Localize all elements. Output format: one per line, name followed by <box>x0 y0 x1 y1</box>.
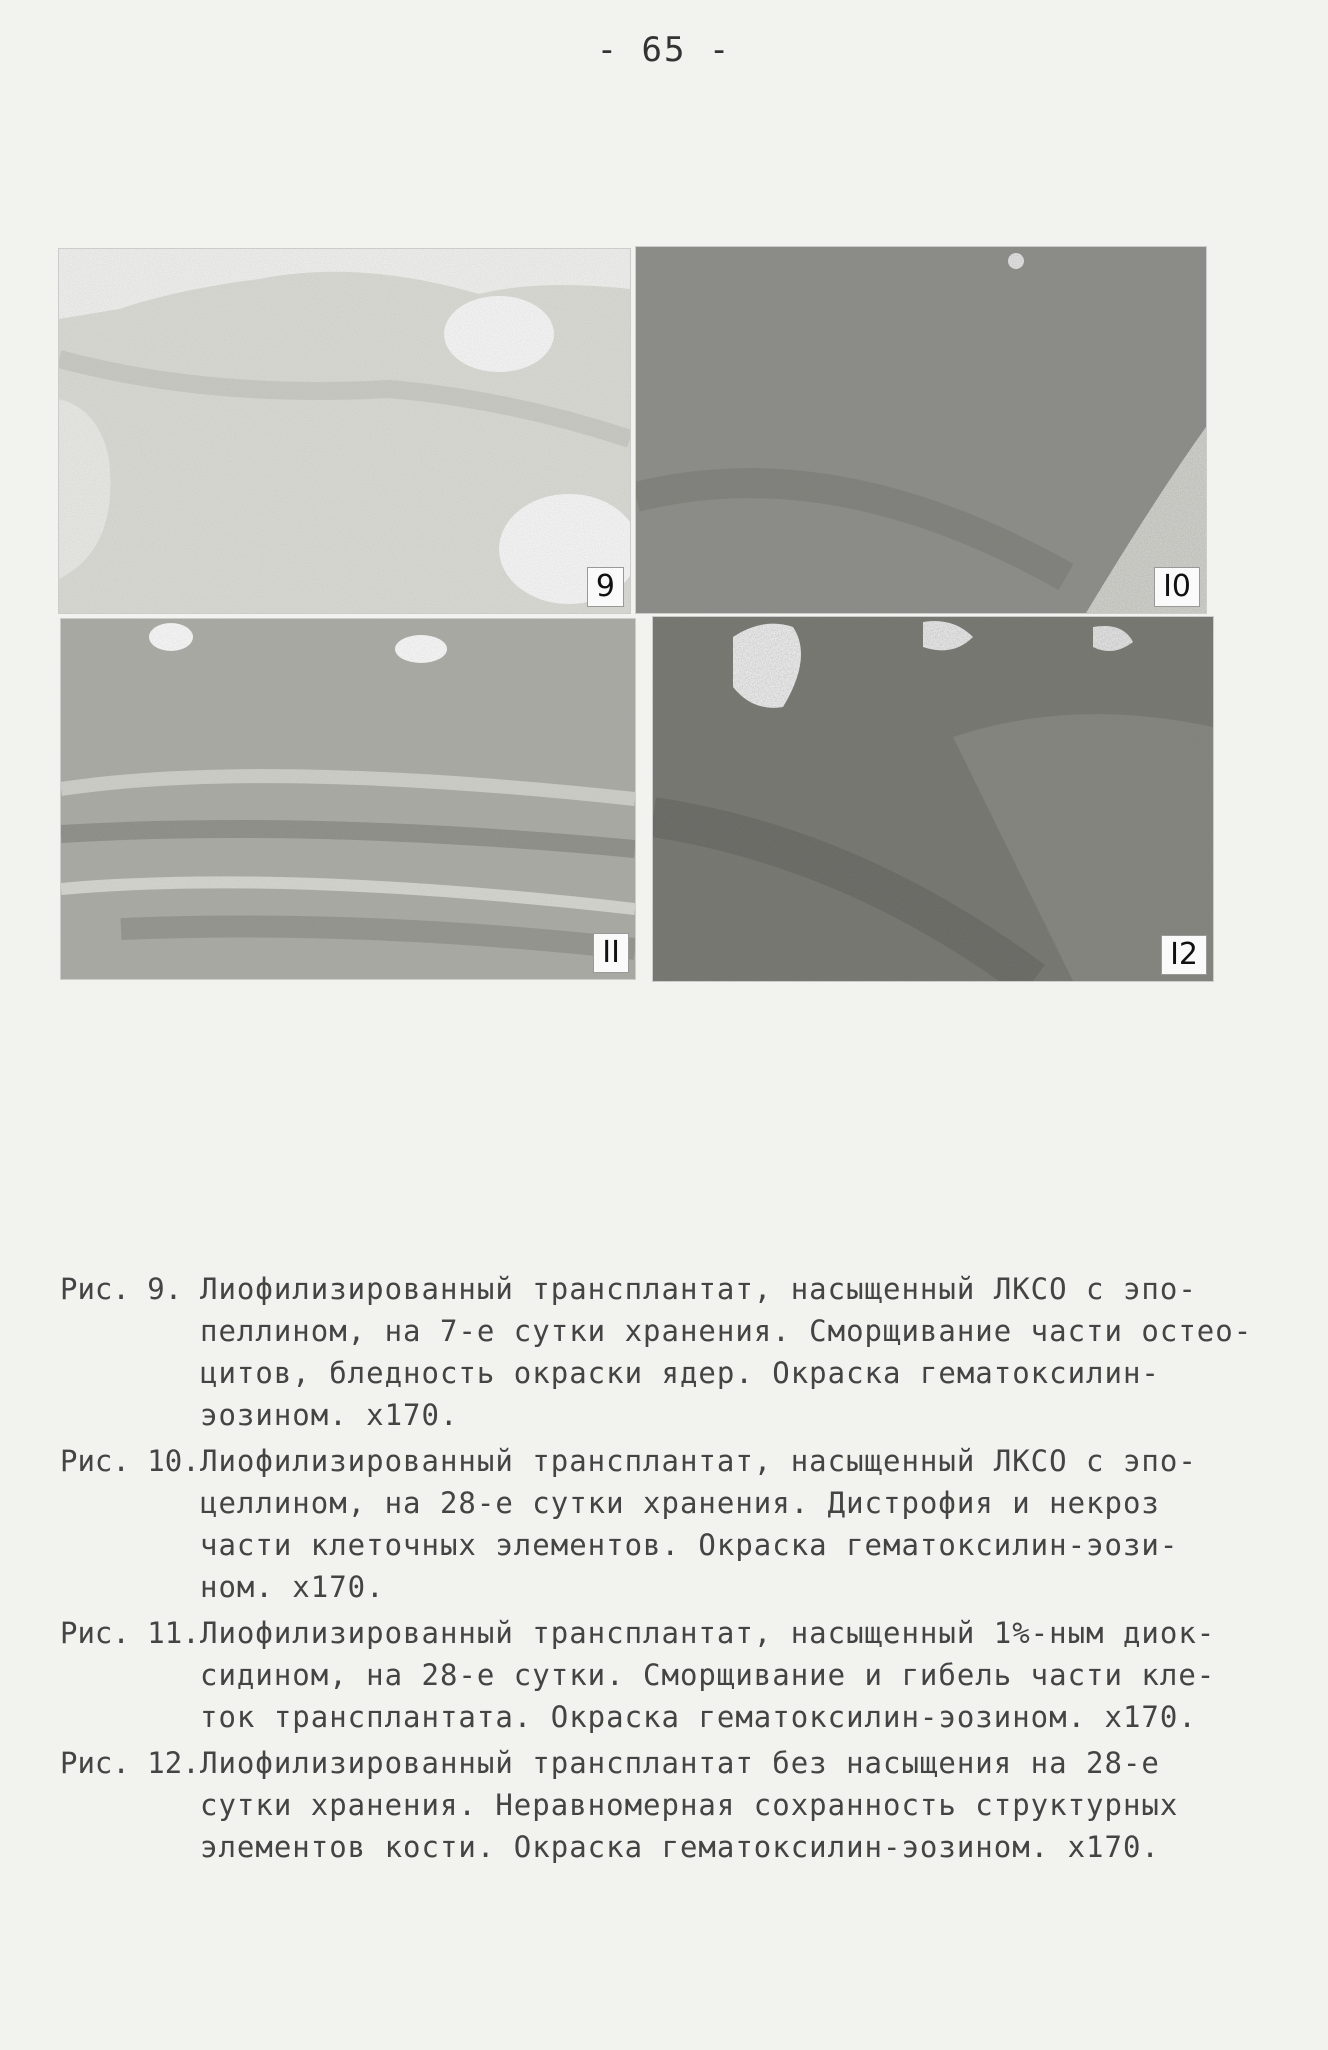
caption-fig-10 <box>60 1440 1280 1608</box>
micrograph-image-10 <box>636 247 1206 613</box>
caption-fig-12 <box>60 1742 1280 1868</box>
micrograph-plate-10 <box>635 246 1207 614</box>
plate-label-12: I2 <box>1161 935 1207 975</box>
caption-text: Лиофилизированный трансплантат, насыщенный 1%-ным диок- сидином, на 28-е сутки. Сморщивание и гибель части кле- ток трансплантата. Окраска гематоксилин-эозином. х170. <box>200 1616 1216 1734</box>
caption-fig-9 <box>60 1268 1280 1436</box>
caption-label: Рис. 11. <box>60 1616 200 1650</box>
plate-label-11: II <box>593 933 629 973</box>
micrograph-plate-9 <box>58 248 631 614</box>
micrograph-image-12 <box>653 617 1213 981</box>
plate-label-9: 9 <box>587 567 624 607</box>
caption-fig-11 <box>60 1612 1280 1738</box>
page-number: - 65 - <box>596 30 732 70</box>
caption-text: Лиофилизированный трансплантат без насыщения на 28-е сутки хранения. Неравномерная сохранность структурных элементов кости. Окраска гематоксилин-эозином. х170. <box>200 1746 1179 1864</box>
caption-label: Рис. 9. <box>60 1272 183 1306</box>
micrograph-image-9 <box>59 249 630 613</box>
caption-label: Рис. 12. <box>60 1746 200 1780</box>
micrograph-image-11 <box>61 619 635 979</box>
plate-label-10: I0 <box>1154 567 1200 607</box>
caption-text: Лиофилизированный трансплантат, насыщенный ЛКСО с эпо- целлином, на 28-е сутки хранения. Дистрофия и некроз части клеточных элементов. Окраска гематоксилин-эози- ном. х170. <box>200 1444 1197 1604</box>
micrograph-plate-12 <box>652 616 1214 982</box>
figure-captions <box>60 1268 1280 1872</box>
caption-text: Лиофилизированный трансплантат, насыщенный ЛКСО с эпо- пеллином, на 7-е сутки хранения. Сморщивание части остео- цитов, бледность окраски ядер. Окраска гематоксилин- эозином. х170. <box>200 1272 1253 1432</box>
caption-label: Рис. 10. <box>60 1444 200 1478</box>
micrograph-plate-11 <box>60 618 636 980</box>
